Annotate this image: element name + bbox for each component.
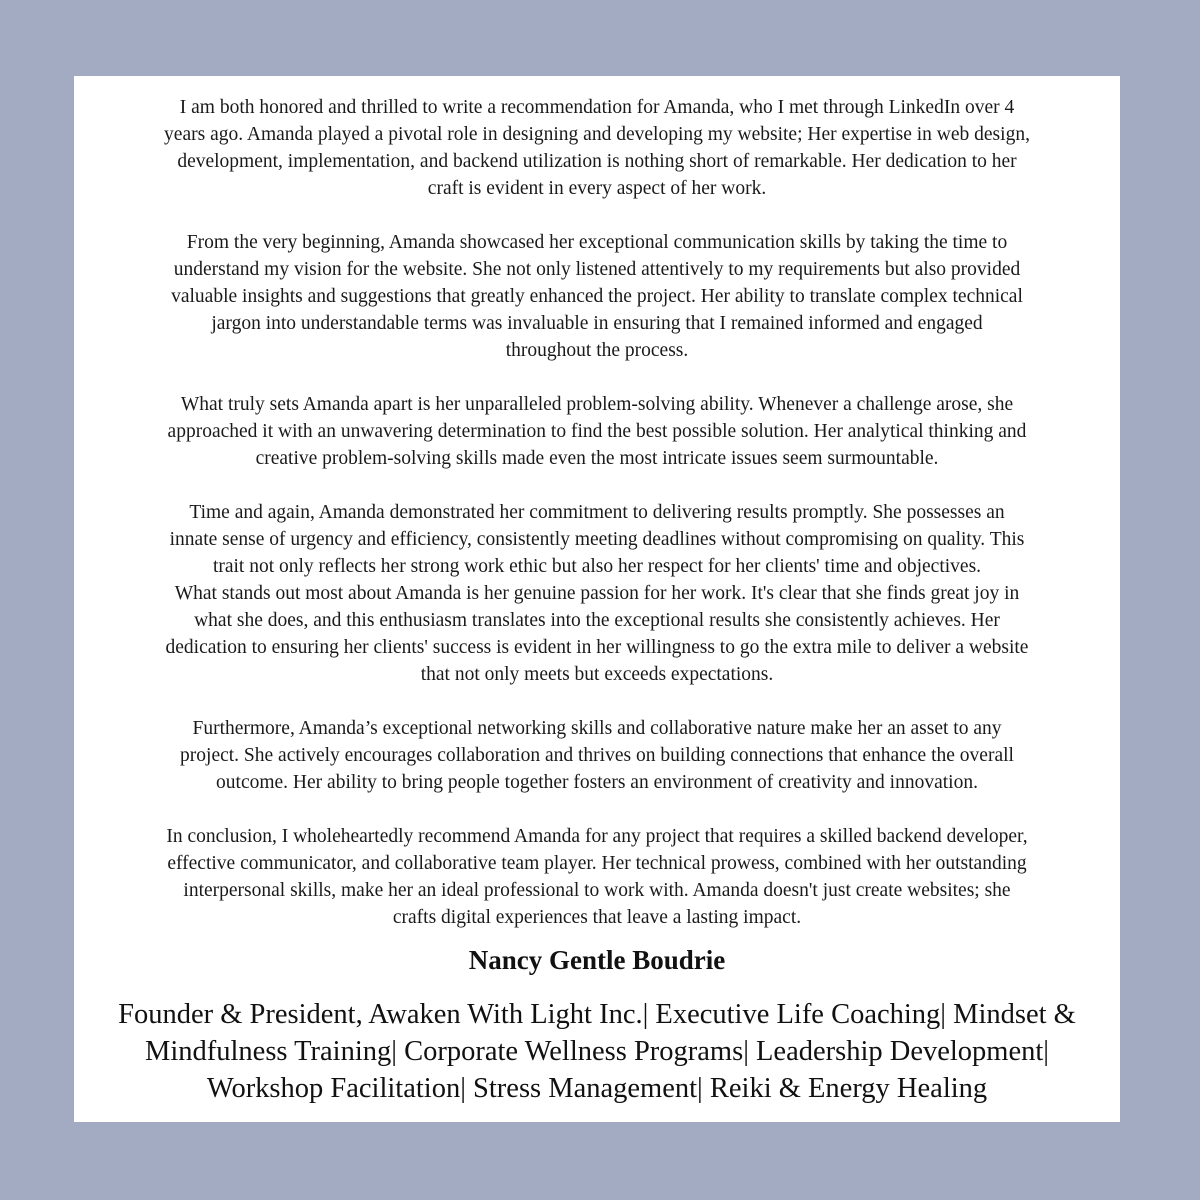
signature-title-line: Workshop Facilitation| Stress Management| Reiki & Energy Healing [206,1073,988,1104]
paragraph-line: Time and again, Amanda demonstrated her commitment to delivering results promptly. She possesses an [189,502,1005,523]
paragraph-line: From the very beginning, Amanda showcased her exceptional communication skills by taking the time to [186,232,1008,253]
paragraph-line: jargon into understandable terms was invaluable in ensuring that I remained informed and engaged [211,313,983,334]
recommendation-body [74,94,1120,934]
paragraph-line: What truly sets Amanda apart is her unparalleled problem-solving ability. Whenever a challenge arose, she [180,394,1014,415]
paragraph-line: that not only meets but exceeds expectations. [420,664,774,685]
paragraph-line: creative problem-solving skills made even the most intricate issues seem surmountable. [255,448,939,469]
paragraph-line: What stands out most about Amanda is her genuine passion for her work. It's clear that she finds great joy in [174,583,1020,604]
paragraph-line: approached it with an unwavering determination to find the best possible solution. Her analytical thinking and [167,421,1027,442]
paragraph-line: trait not only reflects her strong work ethic but also her respect for her clients' time and objectives. [212,556,982,577]
paragraph-line: effective communicator, and collaborative team player. Her technical prowess, combined with her outstanding [167,853,1027,874]
signature-title-line: Mindfulness Training| Corporate Wellness Programs| Leadership Development| [145,1036,1049,1067]
paragraph-line: Furthermore, Amanda’s exceptional networking skills and collaborative nature make her an asset to any [192,718,1002,739]
recommendation-card [74,76,1120,1122]
paragraph-line: interpersonal skills, make her an ideal professional to work with. Amanda doesn't just create websites; she [183,880,1011,901]
paragraph-line: what she does, and this enthusiasm translates into the exceptional results she consistently achieves. Her [194,610,1000,631]
paragraph-line: throughout the process. [505,340,689,361]
paragraph-line: I am both honored and thrilled to write a recommendation for Amanda, who I met through LinkedIn over 4 [179,97,1015,118]
paragraph-line: development, implementation, and backend utilization is nothing short of remarkable. Her dedication to her [177,151,1017,172]
signature-title-line: Founder & President, Awaken With Light Inc.| Executive Life Coaching| Mindset & [118,999,1076,1030]
paragraph-line: understand my vision for the website. She not only listened attentively to my requirements but also provided [173,259,1021,280]
paragraph-line: project. She actively encourages collaboration and thrives on building connections that enhance the overall [180,745,1014,766]
paragraph-line: dedication to ensuring her clients' success is evident in her willingness to go the extra mile to deliver a website [165,637,1029,658]
paragraph-line: outcome. Her ability to bring people together fosters an environment of creativity and innovation. [216,772,978,793]
paragraph-line: years ago. Amanda played a pivotal role in designing and developing my website; Her expertise in web design, [164,124,1030,145]
paragraph-line: crafts digital experiences that leave a lasting impact. [392,907,802,928]
signature-name: Nancy Gentle Boudrie [468,945,726,975]
paragraph-line: innate sense of urgency and efficiency, consistently meeting deadlines without compromising on quality. This [169,529,1025,550]
paragraph-line: craft is evident in every aspect of her work. [427,178,767,199]
paragraph-line: valuable insights and suggestions that greatly enhanced the project. Her ability to translate complex technical [171,286,1023,307]
paragraph-line: In conclusion, I wholeheartedly recommend Amanda for any project that requires a skilled backend developer, [166,826,1028,847]
